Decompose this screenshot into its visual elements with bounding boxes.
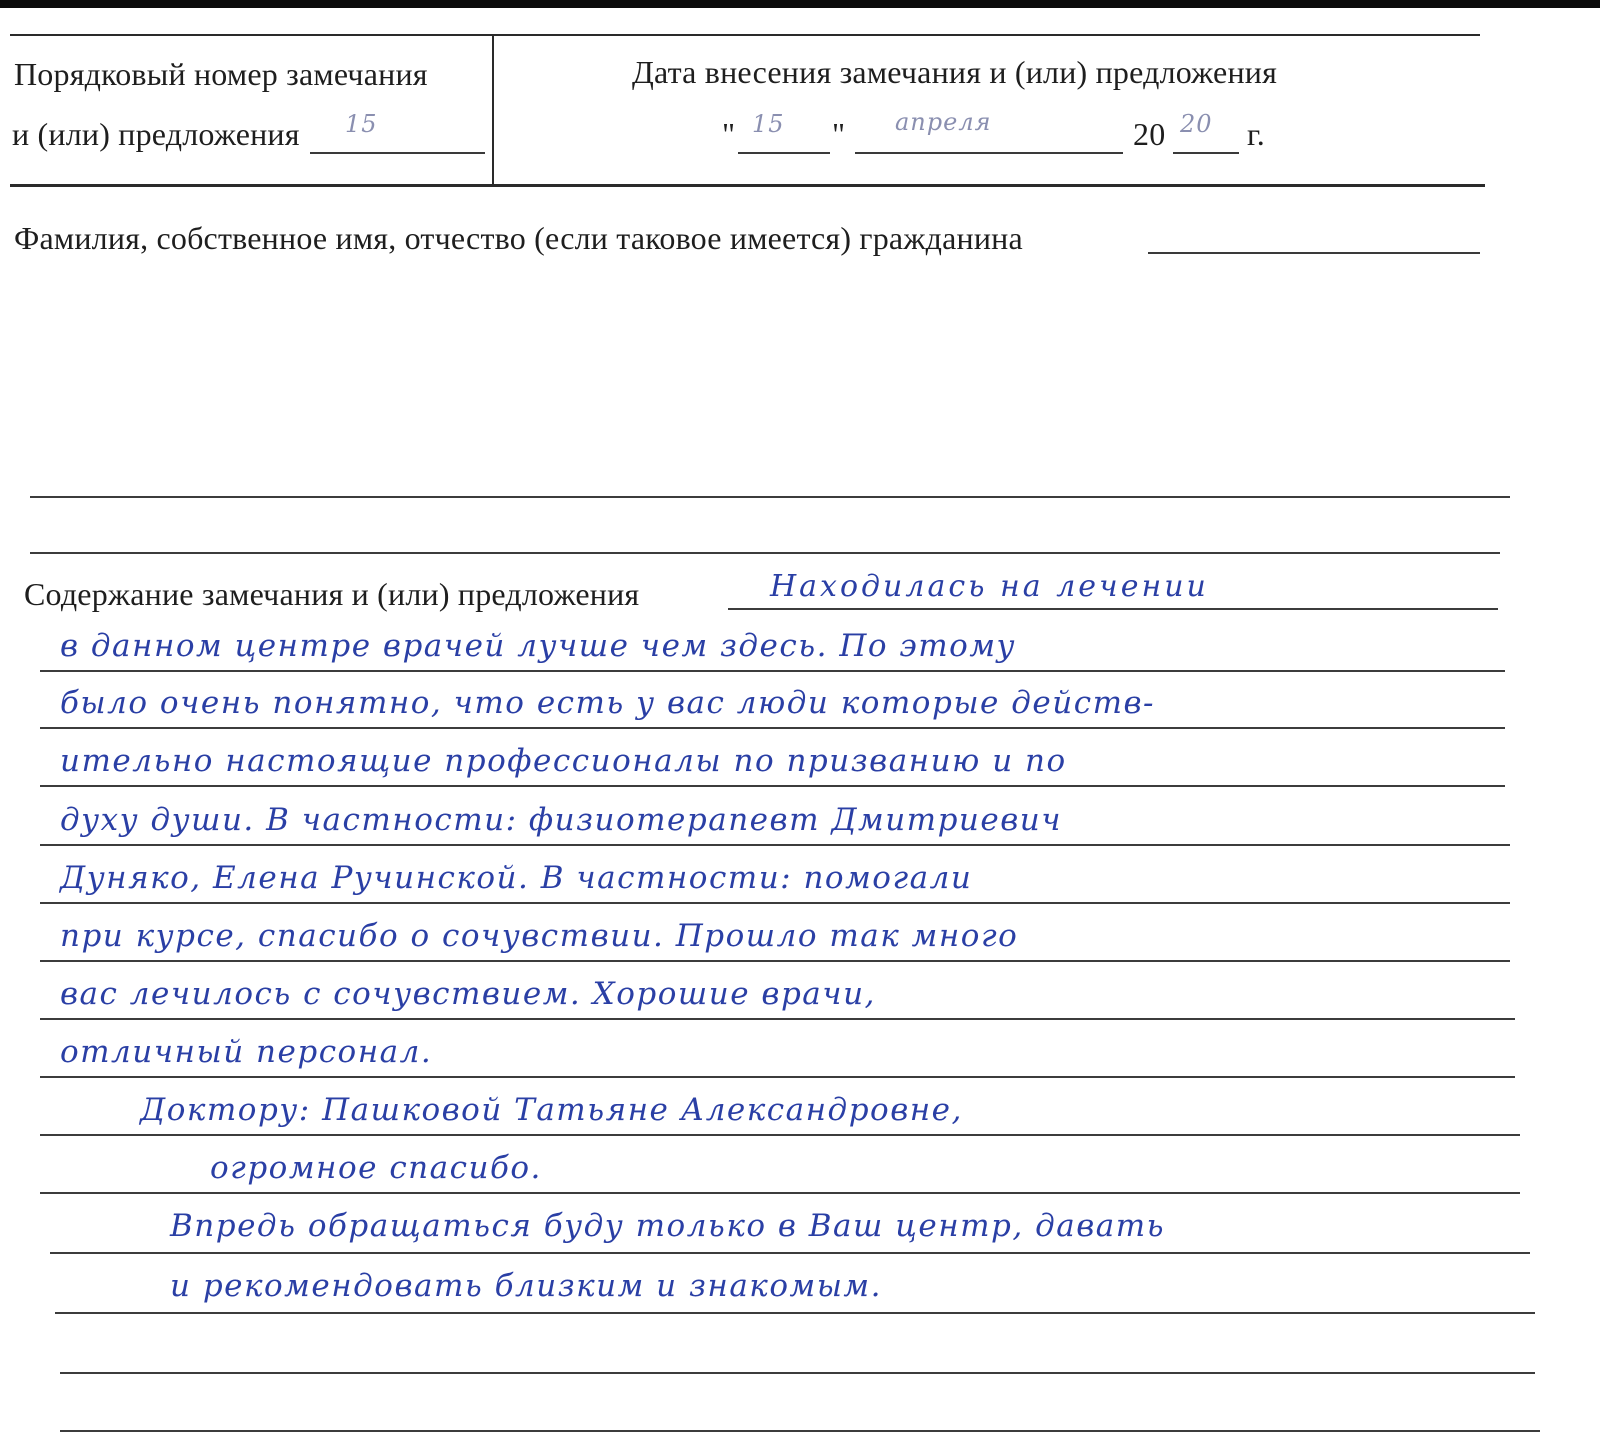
- number-blank: [310, 152, 485, 154]
- content-line: [60, 1196, 1560, 1252]
- header-top-rule: [10, 34, 1480, 36]
- content-line: [60, 731, 1560, 787]
- top-border: [0, 0, 1600, 8]
- content-line: [60, 616, 1560, 672]
- content-line-text: при курсе, спасибо о сочувствии. Прошло так много: [60, 918, 1019, 954]
- ruled-line: [40, 1134, 1520, 1136]
- content-line-text: ительно настоящие профессионалы по призванию и по: [60, 743, 1067, 779]
- content-line-text: вас лечилось с сочувствием. Хорошие врачи,: [60, 976, 876, 1012]
- content-line-text: отличный персонал.: [60, 1034, 433, 1070]
- date-year-blank: [1173, 152, 1239, 154]
- citizen-blank: [1148, 252, 1480, 254]
- ruled-line: [40, 844, 1510, 846]
- content-line: [60, 1256, 1560, 1312]
- content-line-text: Дуняко, Елена Ручинской. В частности: помогали: [60, 860, 973, 896]
- date-year-unit: г.: [1247, 116, 1265, 152]
- ruled-line: [40, 1076, 1515, 1078]
- separator-line-2: [30, 552, 1500, 554]
- ruled-line: [40, 670, 1505, 672]
- ruled-line: [50, 1252, 1530, 1254]
- content-line-text: в данном центре врачей лучше чем здесь. По этому: [60, 628, 1016, 664]
- number-label-line1: Порядковый номер замечания: [14, 56, 428, 92]
- content-line-text: было очень понятно, что есть у вас люди которые действ-: [60, 685, 1155, 721]
- date-day: 15: [752, 110, 785, 138]
- content-line-text: Впредь обращаться буду только в Ваш центр, давать: [170, 1208, 1165, 1244]
- date-year-suffix: 20: [1180, 110, 1213, 138]
- content-line: [60, 790, 1560, 846]
- ruled-line: [40, 960, 1510, 962]
- date-day-blank: [738, 152, 830, 154]
- ruled-line: [40, 1018, 1515, 1020]
- ruled-line: [40, 727, 1505, 729]
- content-line: [60, 964, 1560, 1020]
- content-line: [60, 673, 1560, 729]
- separator-line-1: [30, 496, 1510, 498]
- date-month-blank: [855, 152, 1123, 154]
- ruled-line: [40, 1192, 1520, 1194]
- date-label: Дата внесения замечания и (или) предложения: [632, 54, 1278, 90]
- ruled-line: [55, 1312, 1535, 1314]
- date-month: апреля: [895, 108, 992, 136]
- ruled-line: [60, 1430, 1540, 1432]
- content-label: Содержание замечания и (или) предложения: [24, 576, 640, 612]
- content-line: [60, 906, 1560, 962]
- number-value: 15: [345, 110, 378, 138]
- content-line: [60, 1022, 1560, 1078]
- content-line-text: Доктору: Пашковой Татьяне Александровне,: [140, 1092, 963, 1128]
- content-line-text: огромное спасибо.: [210, 1150, 542, 1186]
- content-first-line: Находилась на лечении: [770, 569, 1209, 604]
- date-quote-open: ": [722, 116, 736, 152]
- citizen-label: Фамилия, собственное имя, отчество (если таковое имеется) гражданина: [14, 220, 1023, 256]
- header-divider: [492, 34, 494, 184]
- ruled-line: [60, 1372, 1535, 1374]
- number-label-line2: и (или) предложения: [12, 116, 300, 152]
- content-line: [60, 848, 1560, 904]
- date-year-prefix: 20: [1133, 116, 1166, 152]
- content-line-text: и рекомендовать близким и знакомым.: [170, 1268, 882, 1304]
- content-line: [60, 1080, 1560, 1136]
- date-quote-close: ": [832, 116, 846, 152]
- content-line-text: духу души. В частности: физиотерапевт Дмитриевич: [60, 802, 1063, 838]
- ruled-line: [40, 785, 1505, 787]
- content-line: [60, 1138, 1560, 1194]
- header-bottom-rule: [10, 184, 1485, 187]
- ruled-line: [40, 902, 1510, 904]
- content-label-blank: [728, 608, 1498, 610]
